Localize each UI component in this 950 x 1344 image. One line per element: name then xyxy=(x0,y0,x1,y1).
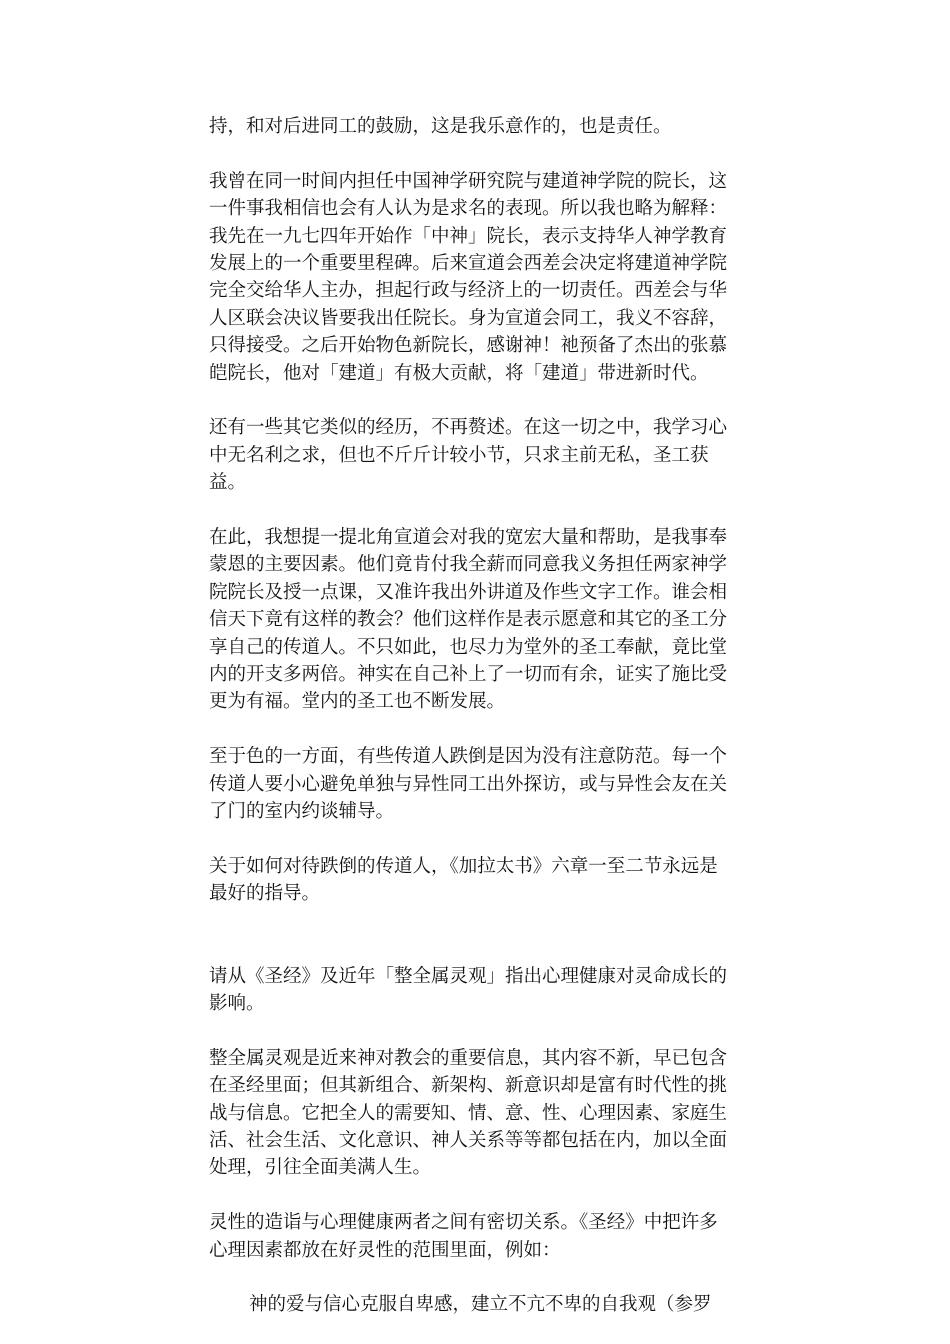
question-heading: 请从《圣经》及近年「整全属灵观」指出心理健康对灵命成长的影响。 xyxy=(209,965,728,1014)
paragraph-gap xyxy=(209,908,731,935)
paragraph-10: 整全属灵观是近来神对教会的重要信息，其内容不新，早已包含在圣经里面；但其新组合、新架构、新意识却是富有时代性的挑战与信息。它把全人的需要知、情、意、性、心理因素、家庭生活、社会生活、文化意识、神人关系等等都包括在内，加以全面处理，引往全面美满人生。 xyxy=(209,1047,728,1179)
paragraph-4: 在此，我想提一提北角宣道会对我的宽宏大量和帮助，是我事奉蒙恩的主要因素。他们竟肯付我全薪而同意我义务担任两家神学院院长及授一点课，又准许我出外讲道及作些文字工作。谁会相信天下竟有这样的教会？他们这样作是表示愿意和其它的圣工分享自己的传道人。不只如此，也尽力为堂外的圣工奉献，竟比堂内的开支多两倍。神实在自己补上了一切而有余，证实了施比受更为有福。堂内的圣工也不断发展。 xyxy=(209,527,728,713)
paragraph-3: 还有一些其它类似的经历，不再赘述。在这一切之中，我学习心中无名利之求，但也不斤斤计较小节，只求主前无私，圣工获益。 xyxy=(209,417,728,494)
document-page xyxy=(209,113,731,1319)
paragraph-13: 神的爱与信心克服自卑感，建立不亢不卑的自我观（参罗 xyxy=(249,1294,712,1316)
paragraph-gap xyxy=(209,1264,731,1291)
paragraph-1: 持，和对后进同工的鼓励，这是我乐意作的，也是责任。 xyxy=(209,116,672,137)
paragraph-11-blank xyxy=(209,1182,731,1209)
paragraph-gap xyxy=(209,497,731,524)
paragraph-12: 灵性的造诣与心理健康两者之间有密切关系。《圣经》中把许多心理因素都放在好灵性的范围里面，例如： xyxy=(209,1212,718,1261)
paragraph-gap xyxy=(209,826,731,853)
paragraph-gap xyxy=(209,140,731,167)
paragraph-gap xyxy=(209,387,731,414)
paragraph-7-blank xyxy=(209,935,731,962)
paragraph-6: 关于如何对待跌倒的传道人，《加拉太书》六章一至二节永远是最好的指导。 xyxy=(209,855,718,905)
paragraph-2: 我曾在同一时间内担任中国神学研究院与建道神学院的院长，这一件事我相信也会有人认为是求名的表现。所以我也略为解释：我先在一九七四年开始作「中神」院长，表示支持华人神学教育发展上的一个重要里程碑。后来宣道会西差会决定将建道神学院完全交给华人主办，担起行政与经济上的一切责任。西差会与华人区联会决议皆要我出任院长。身为宣道会同工，我义不容辞，只得接受。之后开始物色新院长，感谢神！祂预备了杰出的张慕皑院长，他对「建道」有极大贡献，将「建道」带进新时代。 xyxy=(209,170,728,384)
paragraph-5: 至于色的一方面，有些传道人跌倒是因为没有注意防范。每一个传道人要小心避免单独与异性同工出外探访，或与异性会友在关了门的室内约谈辅导。 xyxy=(209,746,728,823)
paragraph-9-blank xyxy=(209,1017,731,1044)
paragraph-gap xyxy=(209,716,731,743)
